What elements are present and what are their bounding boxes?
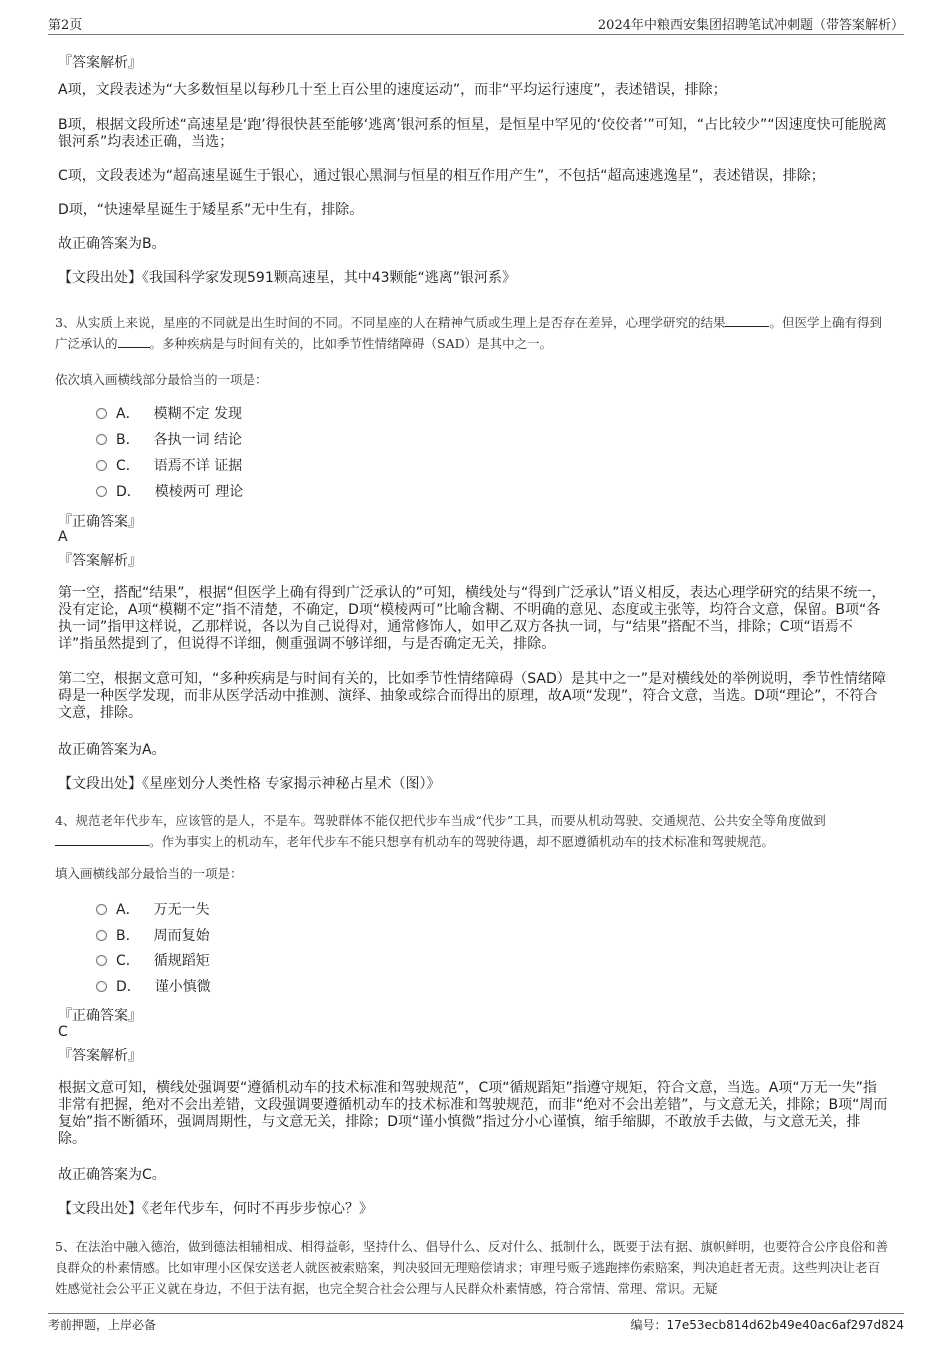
analysis-paragraph: A项，文段表述为“大多数恒星以每秒几十至上百公里的速度运动”，而非“平均运行速度”，表述错误，排除； [58, 82, 727, 98]
question-instruction: 依次填入画横线部分最恰当的一项是： [55, 372, 268, 387]
analysis-paragraph: B项，根据文段所述“高速星是‘跑’得很快甚至能够‘逃离’银河系的恒星，是恒星中罕见的‘佼佼者’”可知，“占比较少”“因速度快可能脱离银河系”均表述正确，当选； [58, 117, 887, 150]
correct-answer-label: 『正确答案』 [58, 514, 142, 530]
analysis-label: 『答案解析』 [58, 553, 142, 569]
document-title: 2024年中粮西安集团招聘笔试冲刺题（带答案解析） [597, 18, 904, 33]
page-footer [48, 1313, 904, 1334]
analysis-paragraph: 第一空，搭配“结果”，根据“但医学上确有得到广泛承认的”可知，横线处与“得到广泛承认”语义相反，表达心理学研究的结果不统一，没有定论，A项“模糊不定”指不清楚，不确定，D项“模棱两可”比喻含糊、不明确的意见、态度或主张等，均符合文意，保留。B项“各执一词”指甲这样说，乙那样说，各以为自己说得对，通常修饰人，如甲乙双方各执一词，与“结果”搭配不当，排除；C项“语焉不详”指虽然提到了，但说得不详细，侧重强调不够详细，与是否确定无关，排除。 [58, 585, 886, 652]
document-code: 编号：17e53ecb814d62b49e40ac6af297d824 [630, 1318, 904, 1332]
conclusion: 故正确答案为A。 [58, 742, 166, 758]
question-instruction: 填入画横线部分最恰当的一项是： [55, 866, 243, 881]
radio-icon[interactable] [96, 486, 107, 497]
correct-answer-label: 『正确答案』 [58, 1008, 142, 1024]
analysis-label: 『答案解析』 [58, 55, 142, 71]
source-citation: 【文段出处】《老年代步车，何时不再步步惊心？》 [58, 1201, 373, 1217]
page-number: 第2页 [48, 18, 83, 33]
radio-icon[interactable] [96, 930, 107, 941]
radio-icon[interactable] [96, 981, 107, 992]
conclusion: 故正确答案为C。 [58, 1167, 166, 1183]
radio-icon[interactable] [96, 904, 107, 915]
option-a[interactable]: A． 模糊不定 发现 [96, 404, 242, 422]
footer-slogan: 考前押题，上岸必备 [48, 1318, 157, 1332]
option-c[interactable]: C． 语焉不详 证据 [96, 456, 242, 474]
option-b[interactable]: B． 各执一词 结论 [96, 430, 242, 448]
option-a[interactable]: A． 万无一失 [96, 900, 210, 918]
option-c[interactable]: C． 循规蹈矩 [96, 951, 210, 969]
question-stem: 5、在法治中融入德治，做到德法相辅相成、相得益彰，坚持什么、倡导什么、反对什么、抵制什么，既要于法有据、旗帜鲜明，也要符合公序良俗和善良群众的朴素情感。比如审理小区保安送老人就医被索赔案，判决驳回无理赔偿请求；审理号贩子逃跑摔伤索赔案，判决追赶者无责。这些判决让老百姓感觉社会公平正义就在身边，不但于法有据，也完全契合社会公理与人民群众朴素情感，符合常情、常理、常识。无疑 [55, 1239, 888, 1296]
analysis-paragraph: C项，文段表述为“超高速星诞生于银心，通过银心黑洞与恒星的相互作用产生”，不包括“超高速逃逸星”，表述错误，排除； [58, 168, 825, 184]
radio-icon[interactable] [96, 955, 107, 966]
answer-blank [725, 313, 769, 327]
option-d[interactable]: D． 谨小慎微 [96, 977, 211, 995]
analysis-paragraph: D项，“快速晕星诞生于矮星系”无中生有，排除。 [58, 202, 364, 218]
correct-answer: A [58, 529, 68, 545]
answer-blank [118, 334, 150, 348]
page-header [48, 14, 904, 35]
source-citation: 【文段出处】《我国科学家发现591颗高速星，其中43颗能“逃离”银河系》 [58, 270, 517, 286]
conclusion: 故正确答案为B。 [58, 236, 166, 252]
answer-blank [55, 832, 149, 846]
question-stem: 3、从实质上来说，星座的不同就是出生时间的不同。不同星座的人在精神气质或生理上是否存在差异，心理学研究的结果 。但医学上确有得到广泛承认的 。多种疾病是与时间有关的，比如季节性情绪障碍（SAD）是其中之一。 [55, 315, 882, 351]
analysis-paragraph: 第二空，根据文意可知，“多种疾病是与时间有关的，比如季节性情绪障碍（SAD）是其中之一”是对横线处的举例说明，季节性情绪障碍是一种医学发现，而非从医学活动中推测、演绎、抽象或综合而得出的原理，故A项“发现”，符合文意，当选。D项“理论”，不符合文意，排除。 [58, 671, 887, 721]
correct-answer: C [58, 1024, 68, 1040]
source-citation: 【文段出处】《星座划分人类性格 专家揭示神秘占星术（图）》 [58, 776, 441, 792]
option-d[interactable]: D． 模棱两可 理论 [96, 482, 243, 500]
radio-icon[interactable] [96, 434, 107, 445]
radio-icon[interactable] [96, 460, 107, 471]
analysis-label: 『答案解析』 [58, 1048, 142, 1064]
analysis-paragraph: 根据文意可知，横线处强调要“遵循机动车的技术标准和驾驶规范”，C项“循规蹈矩”指遵守规矩，符合文意，当选。A项“万无一失”指非常有把握，绝对不会出差错，文段强调要遵循机动车的技术标准和驾驶规范，而非“绝对不会出差错”，与文意无关，排除；B项“周而复始”指不断循环，强调周期性，与文意无关，排除；D项“谨小慎微”指过分小心谨慎，缩手缩脚，不敢放手去做，与文意无关，排除。 [58, 1080, 888, 1147]
question-stem: 4、规范老年代步车，应该管的是人，不是车。驾驶群体不能仅把代步车当成“代步”工具，而要从机动驾驶、交通规范、公共安全等角度做到。作为事实上的机动车，老年代步车不能只想享有机动车的驾驶待遇，却不愿遵循机动车的技术标准和驾驶规范。 [55, 813, 826, 849]
radio-icon[interactable] [96, 408, 107, 419]
option-b[interactable]: B． 周而复始 [96, 926, 210, 944]
